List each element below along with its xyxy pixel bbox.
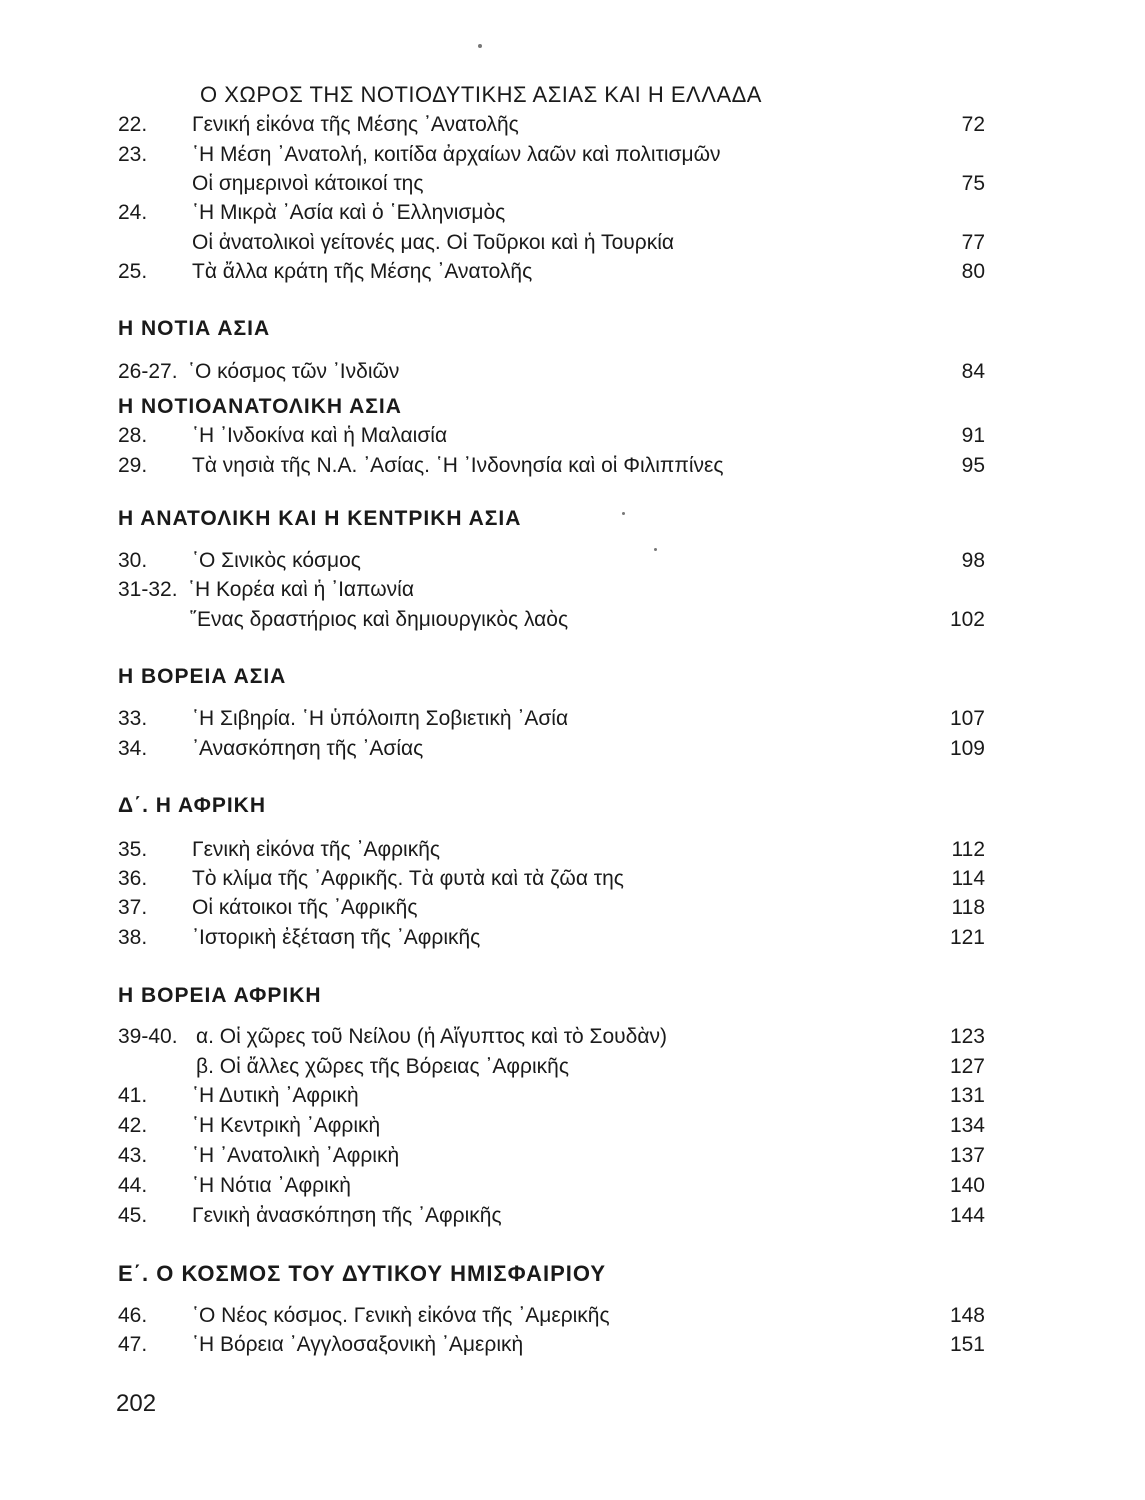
entry-title: ῾Ο Νέος κόσμος. Γενικὴ εἰκόνα τῆς ᾿Αμερικῆς (192, 1304, 610, 1327)
toc-entry (0, 1022, 1145, 1052)
entry-number: 31-32. (118, 578, 178, 601)
entry-title: Τὸ κλίμα τῆς ᾿Αφρικῆς. Τὰ φυτὰ καὶ τὰ ζῶα της (192, 867, 624, 890)
entry-number: 44. (118, 1174, 148, 1197)
entry-page: 98 (961, 549, 985, 572)
entry-title: ῾Η ᾿Ανατολικὴ ᾿Αφρικὴ (192, 1144, 400, 1167)
entry-title: ῞Ενας δραστήριος καὶ δημιουργικὸς λαὸς (190, 608, 569, 631)
toc-entry (0, 1201, 1145, 1231)
entry-number: 46. (118, 1304, 148, 1327)
toc-entry-continuation (0, 1052, 1145, 1082)
entry-number: 45. (118, 1204, 148, 1227)
entry-title: Οἱ σημερινοὶ κάτοικοί της (192, 172, 424, 195)
toc-entry (0, 451, 1145, 481)
toc-entry (0, 1171, 1145, 1201)
entry-title: Γενικὴ ἀνασκόπηση τῆς ᾿Αφρικῆς (192, 1204, 502, 1227)
entry-number: 30. (118, 549, 148, 572)
entry-page: 148 (949, 1304, 985, 1327)
entry-page: 72 (961, 113, 985, 136)
entry-page: 84 (961, 360, 985, 383)
entry-title: Τὰ νησιὰ τῆς Ν.Α. ᾿Ασίας. ῾Η ᾿Ινδονησία καὶ οἱ Φιλιππίνες (192, 454, 724, 477)
toc-entry (0, 140, 1145, 170)
entry-title: Οἱ ἀνατολικοὶ γείτονές μας. Οἱ Τοῦρκοι καὶ ἡ Τουρκία (192, 231, 674, 254)
entry-page: 109 (949, 737, 985, 760)
entry-number: 28. (118, 424, 148, 447)
toc-entry (0, 357, 1145, 387)
toc-entry-continuation (0, 169, 1145, 199)
entry-page: 114 (951, 867, 985, 890)
entry-number: 24. (118, 201, 148, 224)
page-number: 202 (116, 1390, 157, 1417)
toc-entry (0, 864, 1145, 894)
entry-page: 123 (949, 1025, 985, 1048)
entry-page: 151 (949, 1333, 985, 1356)
entry-title: ῾Η Δυτικὴ ᾿Αφρικὴ (192, 1084, 359, 1107)
toc-entry (0, 110, 1145, 140)
entry-number: 34. (118, 737, 148, 760)
entry-page: 118 (951, 896, 985, 919)
entry-title: ῾Ο κόσμος τῶν ᾿Ινδιῶν (188, 360, 400, 383)
entry-title: ῾Η Βόρεια ᾿Αγγλοσαξονικὴ ᾿Αμερικὴ (192, 1333, 524, 1356)
toc-entry (0, 198, 1145, 228)
toc-entry-continuation (0, 228, 1145, 258)
entry-page: 112 (951, 838, 985, 861)
entry-number: 36. (118, 867, 148, 890)
entry-number: 39-40. (118, 1025, 178, 1048)
entry-number: 22. (118, 113, 148, 136)
print-speck (478, 44, 482, 48)
entry-title: ῾Η Νότια ᾿Αφρικὴ (192, 1174, 351, 1197)
section-heading: Η ΒΟΡΕΙΑ ΑΦΡΙΚΗ (118, 984, 322, 1007)
entry-page: 102 (949, 608, 985, 631)
toc-entry (0, 835, 1145, 865)
toc-entry (0, 734, 1145, 764)
entry-page: 131 (949, 1084, 985, 1107)
entry-title: Γενική εἰκόνα τῆς Μέσης ᾿Ανατολῆς (192, 113, 519, 136)
entry-page: 95 (961, 454, 985, 477)
entry-title: β. Οἱ ἄλλες χῶρες τῆς Βόρειας ᾿Αφρικῆς (196, 1055, 569, 1078)
toc-entry (0, 704, 1145, 734)
section-heading: Η ΝΟΤΙΟΑΝΑΤΟΛΙΚΗ ΑΣΙΑ (118, 395, 402, 418)
entry-title: α. Οἱ χῶρες τοῦ Νείλου (ἡ Αἴγυπτος καὶ τὸ Σουδὰν) (196, 1025, 667, 1048)
entry-page: 75 (961, 172, 985, 195)
entry-number: 35. (118, 838, 148, 861)
entry-number: 47. (118, 1333, 148, 1356)
entry-title: ῾Η Σιβηρία. ῾Η ὑπόλοιπη Σοβιετικὴ ᾿Ασία (192, 707, 569, 730)
toc-entry (0, 421, 1145, 451)
entry-page: 77 (961, 231, 985, 254)
page-title: Ο ΧΩΡΟΣ ΤΗΣ ΝΟΤΙΟΔΥΤΙΚΗΣ ΑΣΙΑΣ ΚΑΙ Η ΕΛΛΑΔΑ (200, 82, 762, 107)
entry-title: ῾Η ᾿Ινδοκίνα καὶ ἡ Μαλαισία (192, 424, 448, 447)
toc-entry (0, 1111, 1145, 1141)
section-heading: Η ΝΟΤΙΑ ΑΣΙΑ (118, 317, 271, 340)
entry-page: 80 (961, 260, 985, 283)
entry-page: 140 (949, 1174, 985, 1197)
entry-title: ᾿Ανασκόπηση τῆς ᾿Ασίας (192, 737, 424, 760)
section-heading: Ε΄. Ο ΚΟΣΜΟΣ ΤΟΥ ΔΥΤΙΚΟΥ ΗΜΙΣΦΑΙΡΙΟΥ (118, 1261, 607, 1286)
toc-entry (0, 257, 1145, 287)
entry-page: 137 (949, 1144, 985, 1167)
entry-page: 91 (961, 424, 985, 447)
entry-page: 134 (949, 1114, 985, 1137)
toc-entry (0, 575, 1145, 605)
entry-number: 42. (118, 1114, 148, 1137)
section-heading: Η ΒΟΡΕΙΑ ΑΣΙΑ (118, 665, 287, 688)
toc-entry (0, 1141, 1145, 1171)
entry-number: 25. (118, 260, 148, 283)
print-speck (622, 512, 625, 515)
entry-number: 43. (118, 1144, 148, 1167)
toc-entry (0, 1301, 1145, 1331)
entry-title: Οἱ κάτοικοι τῆς ᾿Αφρικῆς (192, 896, 418, 919)
entry-number: 38. (118, 926, 148, 949)
toc-entry (0, 1330, 1145, 1360)
entry-number: 26-27. (118, 360, 178, 383)
entry-title: Γενικὴ εἰκόνα τῆς ᾿Αφρικῆς (192, 838, 440, 861)
entry-number: 33. (118, 707, 148, 730)
entry-page: 127 (949, 1055, 985, 1078)
entry-number: 29. (118, 454, 148, 477)
toc-entry (0, 923, 1145, 953)
entry-number: 37. (118, 896, 148, 919)
section-heading: Η ΑΝΑΤΟΛΙΚΗ ΚΑΙ Η ΚΕΝΤΡΙΚΗ ΑΣΙΑ (118, 507, 522, 530)
entry-title: ῾Η Κορέα καὶ ἡ ᾿Ιαπωνία (188, 578, 414, 601)
entry-page: 121 (949, 926, 985, 949)
toc-entry (0, 1081, 1145, 1111)
toc-entry (0, 546, 1145, 576)
entry-title: ῾Η Μικρὰ ᾿Ασία καὶ ὁ ῾Ελληνισμὸς (192, 201, 506, 224)
entry-title: ῾Η Κεντρικὴ ᾿Αφρικὴ (192, 1114, 381, 1137)
entry-number: 41. (118, 1084, 148, 1107)
toc-entry (0, 893, 1145, 923)
entry-title: ῾Ο Σινικὸς κόσμος (192, 549, 361, 572)
entry-title: ᾿Ιστορικὴ ἐξέταση τῆς ᾿Αφρικῆς (192, 926, 481, 949)
entry-number: 23. (118, 143, 148, 166)
entry-page: 107 (949, 707, 985, 730)
section-heading: Δ΄. Η ΑΦΡΙΚΗ (118, 794, 266, 817)
entry-title: Τὰ ἄλλα κράτη τῆς Μέσης ᾿Ανατολῆς (192, 260, 533, 283)
entry-title: ῾Η Μέση ᾿Ανατολή, κοιτίδα ἀρχαίων λαῶν καὶ πολιτισμῶν (192, 143, 721, 166)
entry-page: 144 (949, 1204, 985, 1227)
toc-entry-continuation (0, 605, 1145, 635)
